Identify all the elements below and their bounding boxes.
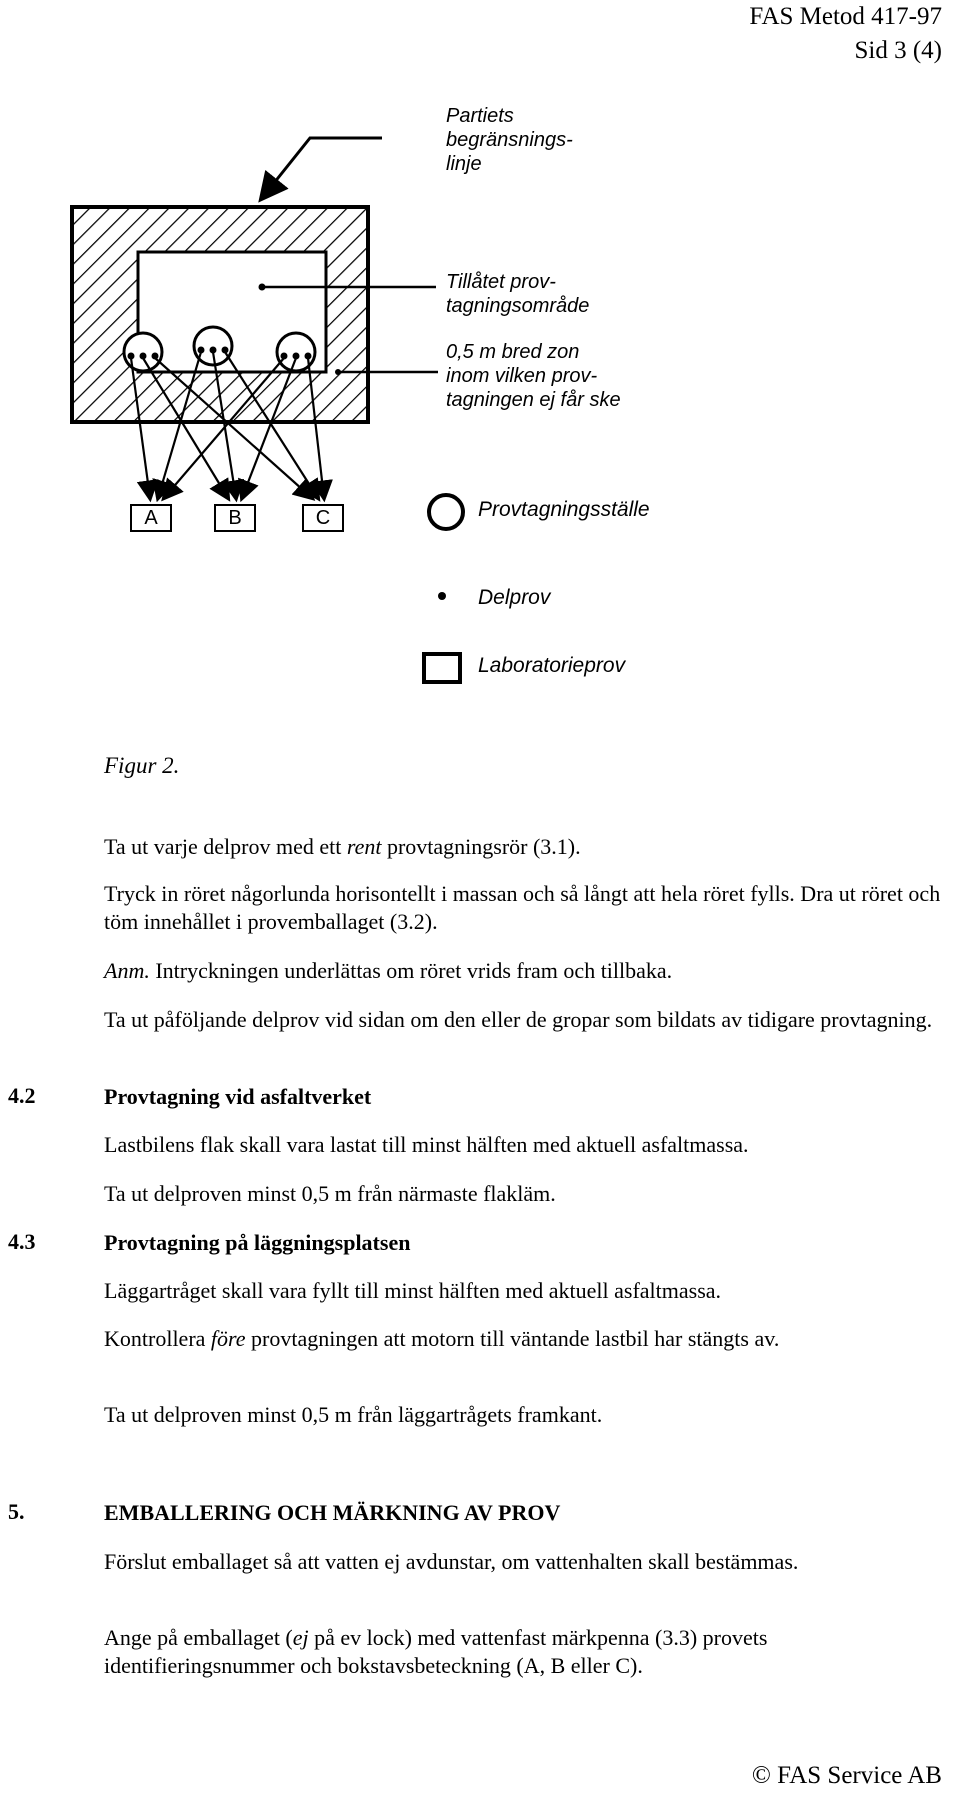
label-allowed-area: Tillåtet prov- tagningsområde bbox=[446, 271, 590, 317]
section-4-2-number: 4.2 bbox=[8, 1083, 36, 1108]
lab-sample-icon bbox=[424, 654, 460, 682]
legend-lab-sample: Laboratorieprov bbox=[478, 654, 626, 677]
section-4-3-p2: Kontrollera före provtagningen att motorn till väntande lastbil har stängts av. bbox=[104, 1326, 780, 1351]
box-c: C bbox=[302, 504, 344, 532]
section-4-3-title: Provtagning på läggningsplatsen bbox=[104, 1230, 411, 1255]
footer-company: © FAS Service AB bbox=[751, 1762, 942, 1789]
section-5-p2: Ange på emballaget (ej på ev lock) med vattenfast märkpenna (3.3) provets identifieringsnummer och bokstavsbeteckning (A, B eller C). bbox=[104, 1625, 768, 1678]
sampling-point-icon bbox=[429, 495, 463, 529]
section-4-3-number: 4.3 bbox=[8, 1229, 36, 1254]
paragraph-insert-tube: Tryck in röret någorlunda horisontellt i massan och så långt att hela röret fylls. Dra ut röret och töm innehållet i provemballaget (3.2). bbox=[104, 881, 941, 934]
subsample-icon bbox=[438, 592, 446, 600]
figure-caption: Figur 2. bbox=[104, 753, 180, 778]
section-5-number: 5. bbox=[8, 1499, 25, 1524]
paragraph-note: Anm. Intryckningen underlättas om röret vrids fram och tillbaka. bbox=[104, 958, 673, 983]
section-4-2-p1: Lastbilens flak skall vara lastat till minst hälften med aktuell asfaltmassa. bbox=[104, 1132, 749, 1157]
section-4-2-title: Provtagning vid asfaltverket bbox=[104, 1084, 372, 1109]
section-4-3-p3: Ta ut delproven minst 0,5 m från läggartrågets framkant. bbox=[104, 1402, 603, 1427]
legend-subsample: Delprov bbox=[478, 586, 551, 609]
label-boundary: Partiets begränsnings- linje bbox=[446, 105, 573, 175]
paragraph-next-sample: Ta ut påföljande delprov vid sidan om den eller de gropar som bildats av tidigare provtagning. bbox=[104, 1007, 933, 1032]
paragraph-clean-tube: Ta ut varje delprov med ett rent provtagningsrör (3.1). bbox=[104, 834, 581, 859]
section-5-p1: Förslut emballaget så att vatten ej avdunstar, om vattenhalten skall bestämmas. bbox=[104, 1549, 799, 1574]
section-4-2-p2: Ta ut delproven minst 0,5 m från närmaste flakläm. bbox=[104, 1181, 556, 1206]
box-b: B bbox=[214, 504, 256, 532]
label-zone: 0,5 m bred zon inom vilken prov- tagningen ej får ske bbox=[446, 341, 621, 411]
box-a: A bbox=[130, 504, 172, 532]
document-id: FAS Metod 417-97 bbox=[749, 3, 942, 30]
legend-sampling-point: Provtagningsställe bbox=[478, 498, 650, 521]
section-4-3-p1: Läggartråget skall vara fyllt till minst hälften med aktuell asfaltmassa. bbox=[104, 1278, 722, 1303]
page-number: Sid 3 (4) bbox=[854, 37, 942, 64]
section-5-title: EMBALLERING OCH MÄRKNING AV PROV bbox=[104, 1500, 561, 1525]
